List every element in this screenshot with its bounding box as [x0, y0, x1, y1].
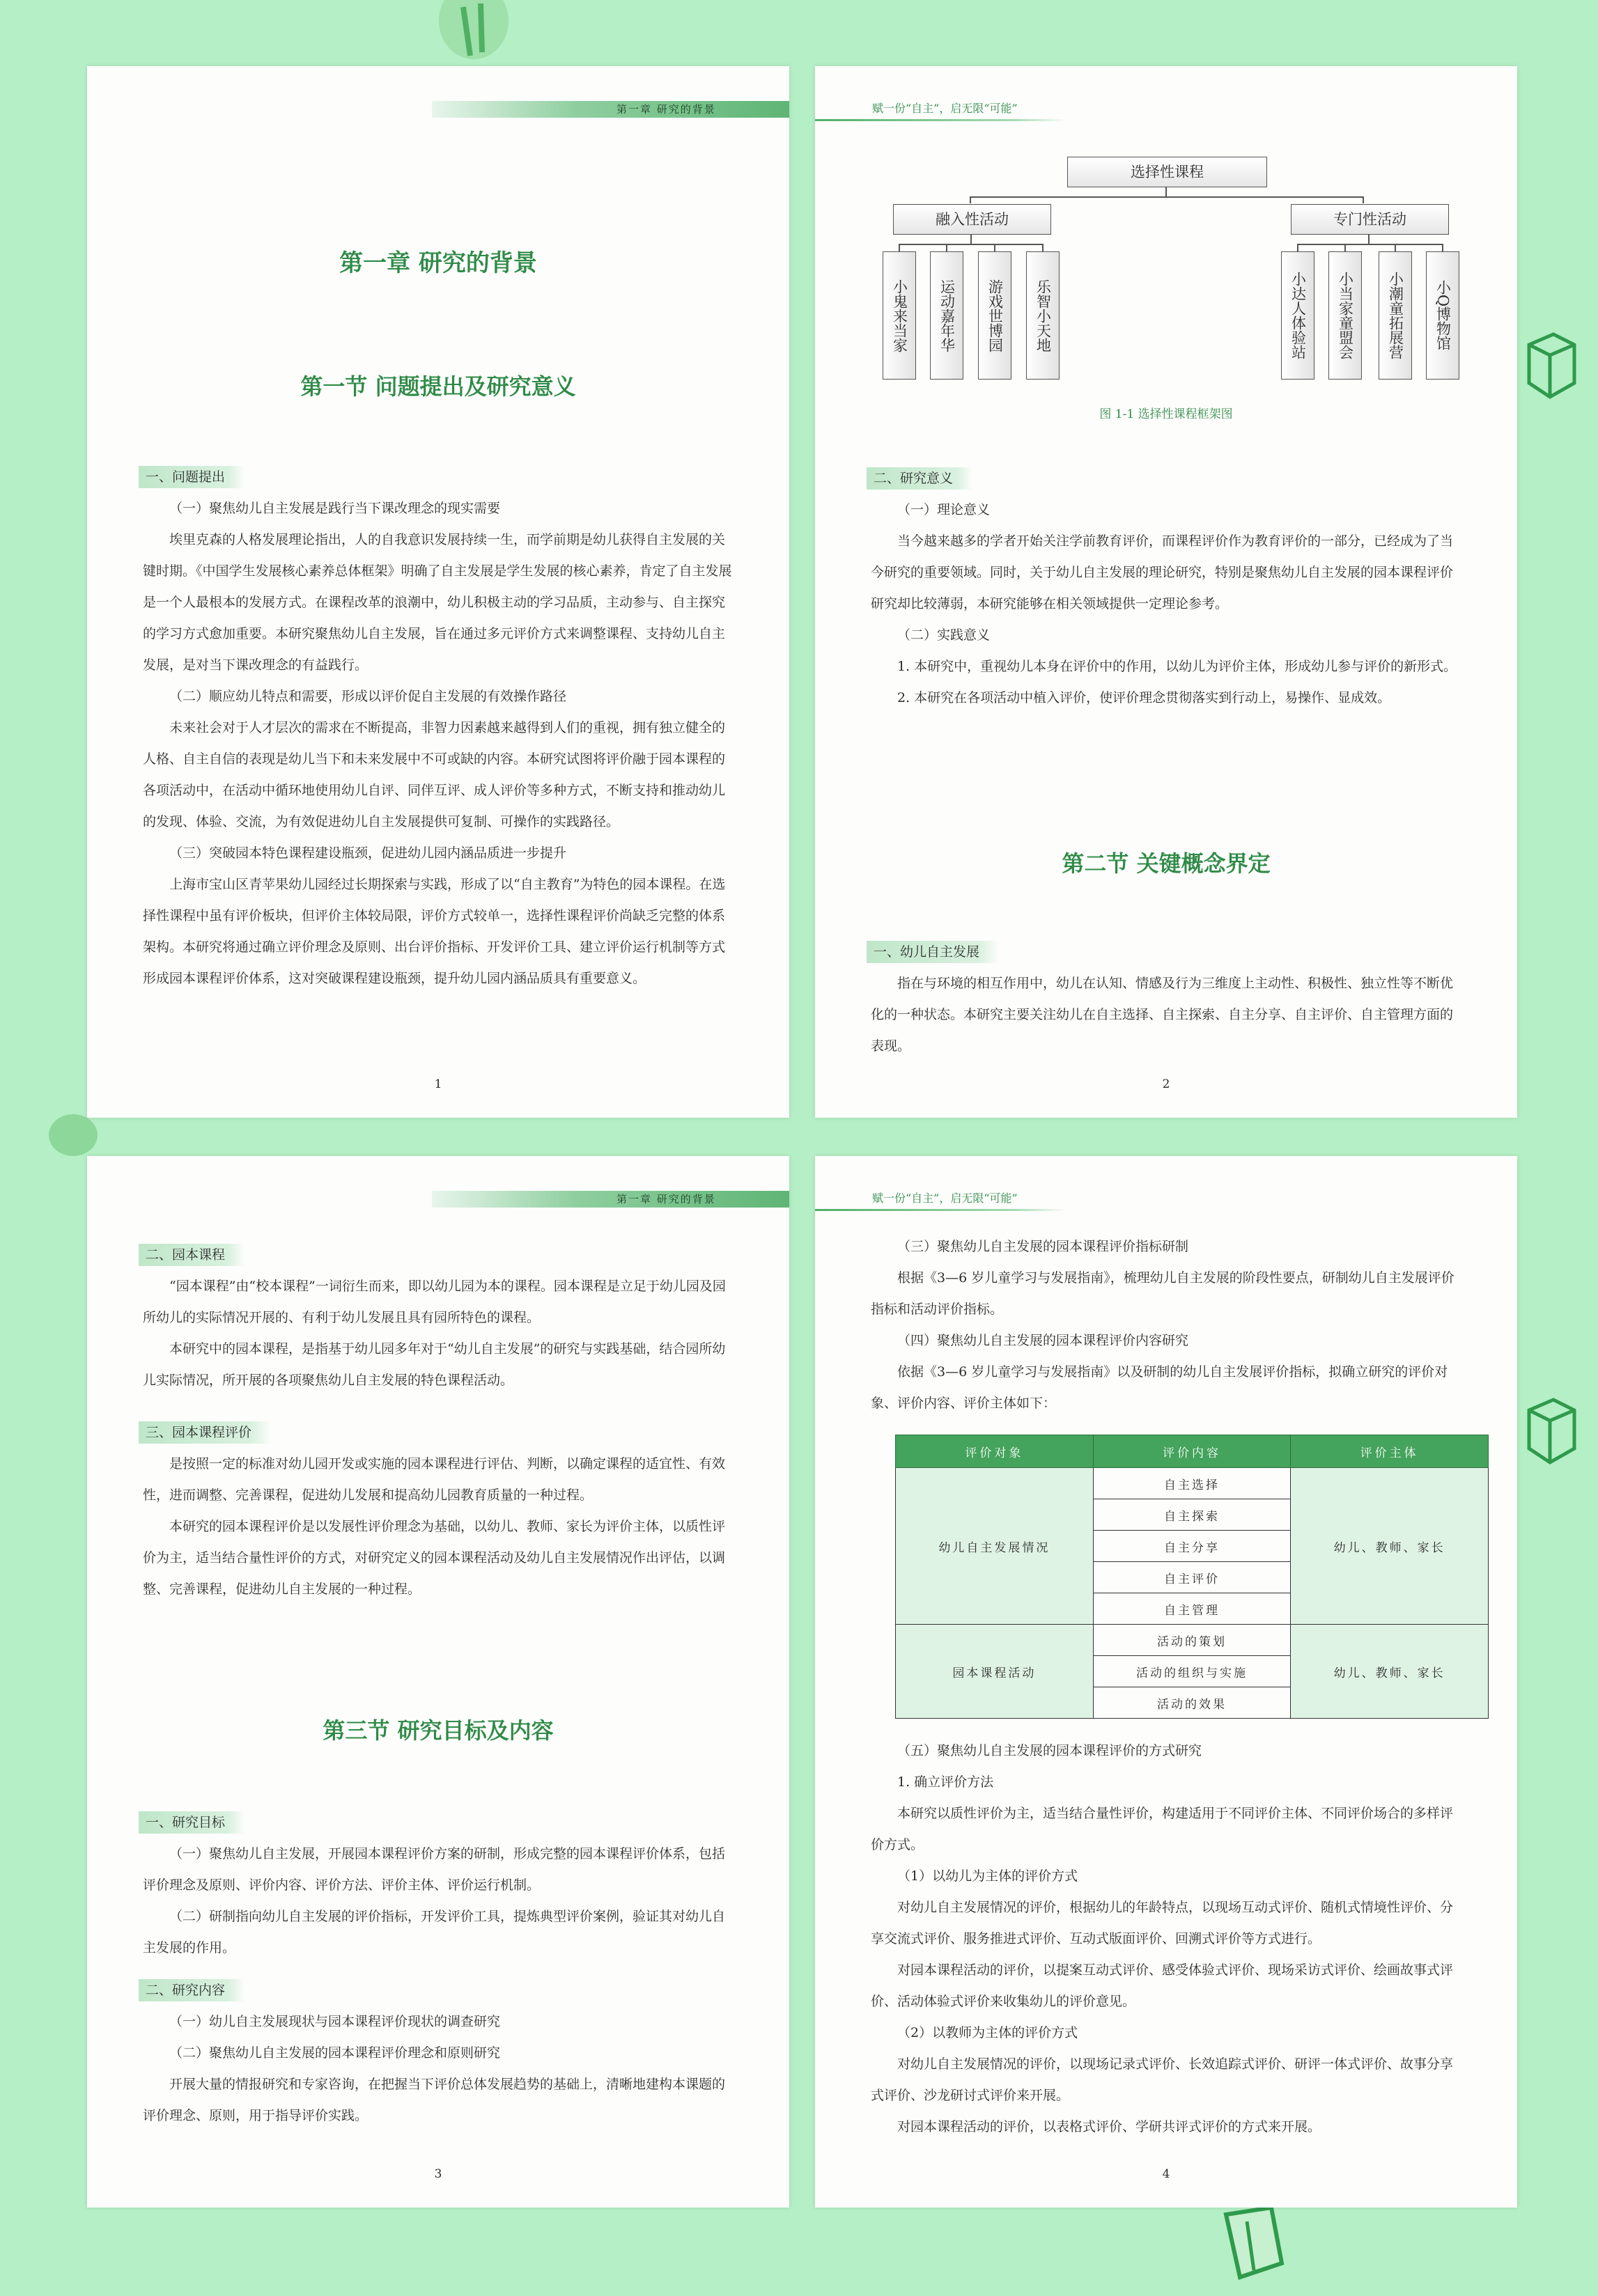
page-body — [871, 463, 1463, 714]
subheading: （五）聚焦幼儿自主发展的园本课程评价的方式研究 — [897, 1743, 1202, 1758]
paragraph: 指在与环境的相互作用中，幼儿在认知、情感及行为三维度上主动性、积极性、独立性等不断优化的一种状态。本研究主要关注幼儿在自主选择、自主探索、自主分享、自主评价、自主管理方面的表现。 — [871, 976, 1454, 1054]
page-body — [871, 1231, 1463, 1419]
subheading: （二）顺应幼儿特点和需要，形成以评价促自主发展的有效操作路径 — [169, 689, 567, 704]
paragraph: （一）聚焦幼儿自主发展，开展园本课程评价方案的研制，形成完整的园本课程评价体系，包括评价理念及原则、评价内容、评价方法、评价主体、评价运行机制。 — [143, 1846, 726, 1893]
table-cell-object: 园本课程活动 — [896, 1625, 1094, 1719]
paragraph: 本研究的园本课程评价是以发展性评价理念为基础，以幼儿、教师、家长为评价主体，以质性评价为主，适当结合量性评价的方式，对研究定义的园本课程活动及幼儿自主发展情况作出评估，以调整、完善课程，促进幼儿自主发展的一种过程。 — [143, 1519, 726, 1597]
paragraph: 当今越来越多的学者开始关注学前教育评价，而课程评价作为教育评价的一部分，已经成为了当今研究的重要领域。同时，关于幼儿自主发展的理论研究，特别是聚焦幼儿自主发展的园本课程评价研究却比较薄弱，本研究能够在相关领域提供一定理论参考。 — [871, 533, 1454, 611]
table-header-cell: 评价主体 — [1291, 1435, 1489, 1468]
section-label: 二、研究意义 — [867, 467, 972, 490]
header-line — [815, 119, 1066, 121]
page-number: 2 — [1162, 1077, 1170, 1091]
subheading: （二）聚焦幼儿自主发展的园本课程评价理念和原则研究 — [169, 2045, 501, 2061]
table-cell-content: 自主探索 — [1093, 1499, 1291, 1531]
page-2 — [815, 66, 1517, 1118]
table-cell-content: 自主管理 — [1093, 1593, 1291, 1625]
page-body — [871, 1735, 1463, 2143]
bg-decoration-cube-icon — [1519, 1393, 1581, 1469]
table-header-cell: 评价对象 — [896, 1435, 1094, 1468]
paragraph: 依据《3—6 岁儿童学习与发展指南》以及研制的幼儿自主发展评价指标，拟确立研究的评价对象、评价内容、评价主体如下： — [871, 1364, 1448, 1411]
bg-decoration-cube-icon — [1519, 327, 1581, 404]
figure-caption: 图 1-1 选择性课程框架图 — [1099, 407, 1233, 421]
table-cell-content: 自主评价 — [1093, 1562, 1291, 1593]
table-header-row — [896, 1435, 1489, 1468]
page-4 — [815, 1156, 1517, 2208]
table-cell-content: 活动的策划 — [1093, 1625, 1291, 1656]
subheading: （四）聚焦幼儿自主发展的园本课程评价内容研究 — [897, 1333, 1189, 1348]
subheading: （二）实践意义 — [897, 627, 991, 643]
page-body — [143, 1240, 735, 1605]
table-cell-object: 幼儿自主发展情况 — [896, 1468, 1094, 1625]
section-label: 一、幼儿自主发展 — [867, 941, 999, 963]
section-title: 第二节 关键概念界定 — [1062, 850, 1271, 877]
paragraph: 对幼儿自主发展情况的评价，根据幼儿的年龄特点，以现场互动式评价、随机式情境性评价、分享交流式评价、服务推进式评价、互动式版面评价、回溯式评价等方式进行。 — [871, 1900, 1454, 1946]
section-label: 一、研究目标 — [139, 1811, 245, 1834]
paragraph: （二）研制指向幼儿自主发展的评价指标，开发评价工具，提炼典型评价案例，验证其对幼儿自主发展的作用。 — [143, 1909, 726, 1955]
table-row — [896, 1625, 1489, 1656]
section-title: 第三节 研究目标及内容 — [323, 1717, 554, 1744]
evaluation-table — [895, 1435, 1489, 1719]
section-label: 一、问题提出 — [139, 466, 245, 488]
paragraph: “园本课程”由“校本课程”一词衍生而来，即以幼儿园为本的课程。园本课程是立足于幼儿园及园所幼儿的实际情况开展的、有利于幼儿发展且具有园所特色的课程。 — [143, 1279, 726, 1325]
paragraph: 未来社会对于人才层次的需求在不断提高，非智力因素越来越得到人们的重视，拥有独立健全的人格、自主自信的表现是幼儿当下和未来发展中不可或缺的内容。本研究试图将评价融于园本课程的各项活动中，在活动中循环地使用幼儿自评、同伴互评、成人评价等多种方式，不断支持和推动幼儿的发现、体验、交流，为有效促进幼儿自主发展提供可复制、可操作的实践路径。 — [143, 720, 726, 829]
diagram-leaf-node: 游戏世博园 — [978, 251, 1011, 380]
table-cell-content: 自主选择 — [1093, 1468, 1291, 1499]
header-bar — [432, 1191, 789, 1208]
diagram-leaf-node: 乐智小天地 — [1026, 251, 1060, 380]
table-cell-content: 自主分享 — [1093, 1531, 1291, 1562]
paragraph: 上海市宝山区青苹果幼儿园经过长期探索与实践，形成了以“自主教育”为特色的园本课程。在选择性课程中虽有评价板块，但评价主体较局限，评价方式较单一，选择性课程评价尚缺乏完整的体系架构。本研究将通过确立评价理念及原则、出台评价指标、开发评价工具、建立评价运行机制等方式形成园本课程评价体系，这对突破课程建设瓶颈，提升幼儿园内涵品质具有重要意义。 — [143, 877, 726, 986]
bg-decoration-leaf-icon — [1212, 2194, 1296, 2296]
paragraph: 开展大量的情报研究和专家咨询，在把握当下评价总体发展趋势的基础上，清晰地建构本课题的评价理念、原则，用于指导评价实践。 — [143, 2077, 726, 2123]
page-number: 4 — [1162, 2167, 1170, 2181]
section-label: 二、园本课程 — [139, 1244, 245, 1266]
header-bar — [432, 101, 789, 118]
diagram-leaf-node: 小当家童盟会 — [1328, 251, 1362, 380]
paragraph: 本研究中的园本课程，是指基于幼儿园多年对于“幼儿自主发展”的研究与实践基础，结合园所幼儿实际情况，所开展的各项聚焦幼儿自主发展的特色课程活动。 — [143, 1341, 726, 1388]
section-title: 第一节 问题提出及研究意义 — [300, 373, 576, 400]
running-header: 赋一份“自主”，启无限“可能” — [872, 1192, 1018, 1205]
paragraph: 根据《3—6 岁儿童学习与发展指南》，梳理幼儿自主发展的阶段性要点，研制幼儿自主发展评价指标和活动评价指标。 — [871, 1270, 1455, 1317]
header-line — [815, 1209, 1066, 1211]
diagram-leaf-node: 小鬼来当家 — [883, 251, 916, 380]
paragraph: 是按照一定的标准对幼儿园开发或实施的园本课程进行评估、判断，以确定课程的适宜性、有效性，进而调整、完善课程，促进幼儿发展和提高幼儿园教育质量的一种过程。 — [143, 1456, 726, 1503]
table-row — [896, 1468, 1489, 1499]
page-1 — [87, 66, 789, 1118]
diagram-branch-node: 专门性活动 — [1291, 204, 1449, 235]
subheading: （一）幼儿自主发展现状与园本课程评价现状的调查研究 — [169, 2014, 501, 2029]
paragraph: 埃里克森的人格发展理论指出，人的自我意识发展持续一生，而学前期是幼儿获得自主发展的关键时期。《中国学生发展核心素养总体框架》明确了自主发展是学生发展的核心素养，肯定了自主发展是一个人最根本的发展方式。在课程改革的浪潮中，幼儿积极主动的学习品质，主动参与、自主探究的学习方式愈加重要。本研究聚焦幼儿自主发展，旨在通过多元评价方式来调整课程、支持幼儿自主发展，是对当下课改理念的有益践行。 — [143, 532, 732, 673]
diagram-branch-node: 融入性活动 — [893, 204, 1051, 235]
table-header-cell: 评价内容 — [1093, 1435, 1291, 1468]
table-cell-subject: 幼儿、教师、家长 — [1291, 1468, 1489, 1625]
list-item: 2. 本研究在各项活动中植入评价，使评价理念贯彻落实到行动上，易操作、显成效。 — [897, 690, 1391, 705]
diagram-leaf-node: 小潮童拓展营 — [1379, 251, 1412, 380]
subheading: （三）突破园本特色课程建设瓶颈，促进幼儿园内涵品质进一步提升 — [169, 845, 567, 861]
running-header: 第一章 研究的背景 — [616, 1193, 716, 1205]
chapter-title: 第一章 研究的背景 — [339, 249, 537, 277]
list-item: 1. 确立评价方法 — [897, 1774, 994, 1790]
subheading: （2）以教师为主体的评价方式 — [897, 2025, 1078, 2040]
page-body — [871, 937, 1463, 1062]
bg-decoration-leaf-icon — [432, 0, 515, 66]
subheading: （三）聚焦幼儿自主发展的园本课程评价指标研制 — [897, 1239, 1189, 1254]
diagram-leaf-node: 运动嘉年华 — [930, 251, 963, 380]
paragraph: 对幼儿自主发展情况的评价，以现场记录式评价、长效追踪式评价、研评一体式评价、故事分享式评价、沙龙研讨式评价来开展。 — [871, 2056, 1454, 2103]
paragraph: 对园本课程活动的评价，以提案互动式评价、感受体验式评价、现场采访式评价、绘画故事式评价、活动体验式评价来收集幼儿的评价意见。 — [871, 1962, 1454, 2009]
diagram-root-node: 选择性课程 — [1067, 157, 1267, 187]
page-number: 1 — [434, 1077, 442, 1091]
subheading: （一）理论意义 — [897, 502, 991, 517]
page-number: 3 — [434, 2167, 442, 2181]
diagram-leaf-node: 小Q博物馆 — [1426, 251, 1459, 380]
running-header: 赋一份“自主”，启无限“可能” — [872, 102, 1018, 115]
table-cell-content: 活动的组织与实施 — [1093, 1656, 1291, 1687]
table-cell-content: 活动的效果 — [1093, 1687, 1291, 1719]
page-body — [143, 462, 735, 994]
paragraph: 对园本课程活动的评价，以表格式评价、学研共评式评价的方式来开展。 — [897, 2119, 1321, 2134]
running-header: 第一章 研究的背景 — [616, 103, 716, 116]
subheading: （1）以幼儿为主体的评价方式 — [897, 1868, 1078, 1884]
section-label: 二、研究内容 — [139, 1979, 245, 2001]
section-label: 三、园本课程评价 — [139, 1421, 271, 1444]
page-3 — [87, 1156, 789, 2208]
paragraph: 本研究以质性评价为主，适当结合量性评价，构建适用于不同评价主体、不同评价场合的多样评价方式。 — [871, 1806, 1454, 1852]
list-item: 1. 本研究中，重视幼儿本身在评价中的作用，以幼儿为评价主体，形成幼儿参与评价的新形式。 — [897, 659, 1457, 674]
diagram-leaf-node: 小达人体验站 — [1281, 251, 1314, 380]
subheading: （一）聚焦幼儿自主发展是践行当下课改理念的现实需要 — [169, 501, 501, 516]
page-body — [143, 1807, 735, 2132]
table-cell-subject: 幼儿、教师、家长 — [1291, 1625, 1489, 1719]
